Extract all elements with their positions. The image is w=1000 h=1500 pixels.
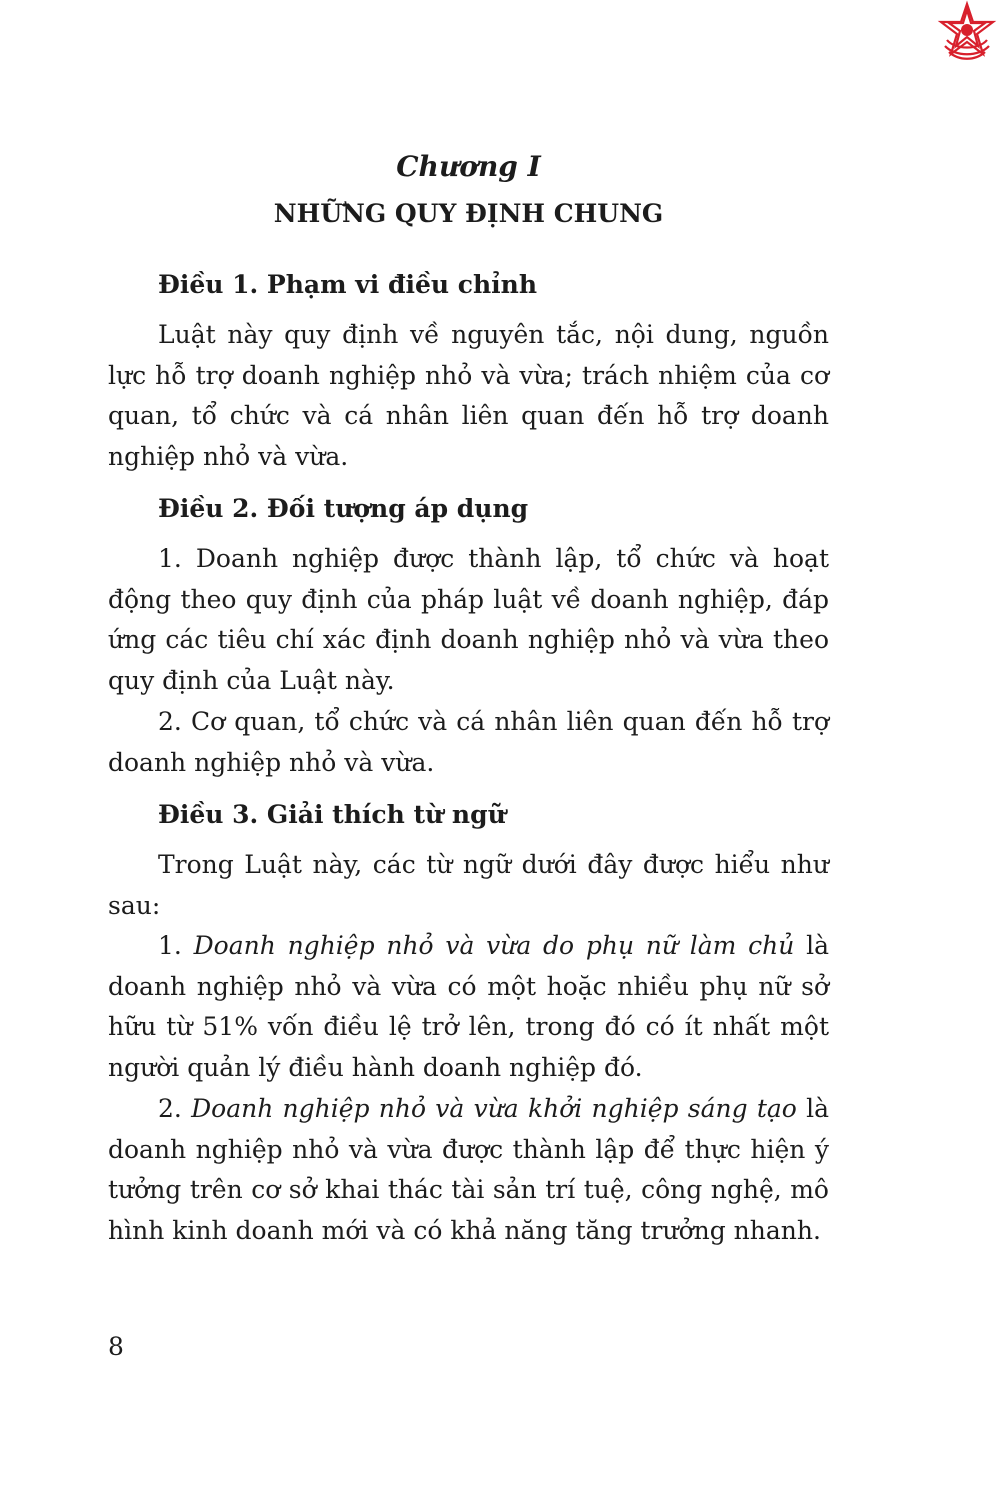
chapter-title: NHỮNG QUY ĐỊNH CHUNG: [273, 199, 664, 228]
page-number: 8: [108, 1332, 124, 1361]
definition-1-text: là doanh nghiệp nhỏ và vừa có một hoặc nhiều phụ nữ sở hữu từ 51% vốn điều lệ trở lên, trong đó có ít nhất một người quản lý điều hành doanh nghiệp đó.: [108, 931, 830, 1083]
article-2-clause-1: 1. Doanh nghiệp được thành lập, tổ chức và hoạt động theo quy định của pháp luật về doanh nghiệp, đáp ứng các tiêu chí xác định doanh nghiệp nhỏ và vừa theo quy định của Luật này.: [108, 544, 829, 696]
article-3-intro: Trong Luật này, các từ ngữ dưới đây được hiểu như sau:: [108, 850, 829, 920]
definition-1-number: 1.: [158, 931, 182, 960]
article-2-heading: Điều 2. Đối tượng áp dụng: [158, 494, 529, 523]
article-1-heading: Điều 1. Phạm vi điều chỉnh: [158, 270, 538, 299]
article-3-definition-2: [108, 1089, 829, 1252]
article-3-definition-1: [108, 926, 829, 1089]
definition-2-number: 2.: [158, 1094, 182, 1123]
article-2-clause-2: 2. Cơ quan, tổ chức và cá nhân liên quan đến hỗ trợ doanh nghiệp nhỏ và vừa.: [108, 707, 829, 777]
definition-1-term: Doanh nghiệp nhỏ và vừa do phụ nữ làm chủ: [193, 931, 795, 960]
publisher-logo-icon: [935, 0, 1000, 65]
definition-2-term: Doanh nghiệp nhỏ và vừa khởi nghiệp sáng tạo: [191, 1094, 797, 1123]
article-1-paragraph: Luật này quy định về nguyên tắc, nội dung, nguồn lực hỗ trợ doanh nghiệp nhỏ và vừa; trách nhiệm của cơ quan, tổ chức và cá nhân liên quan đến hỗ trợ doanh nghiệp nhỏ và vừa.: [108, 320, 829, 472]
chapter-label: Chương I: [396, 150, 541, 183]
article-3-heading: Điều 3. Giải thích từ ngữ: [158, 800, 506, 829]
definition-2-text: là doanh nghiệp nhỏ và vừa được thành lập để thực hiện ý tưởng trên cơ sở khai thác tài sản trí tuệ, công nghệ, mô hình kinh doanh mới và có khả năng tăng trưởng nhanh.: [108, 1094, 829, 1246]
